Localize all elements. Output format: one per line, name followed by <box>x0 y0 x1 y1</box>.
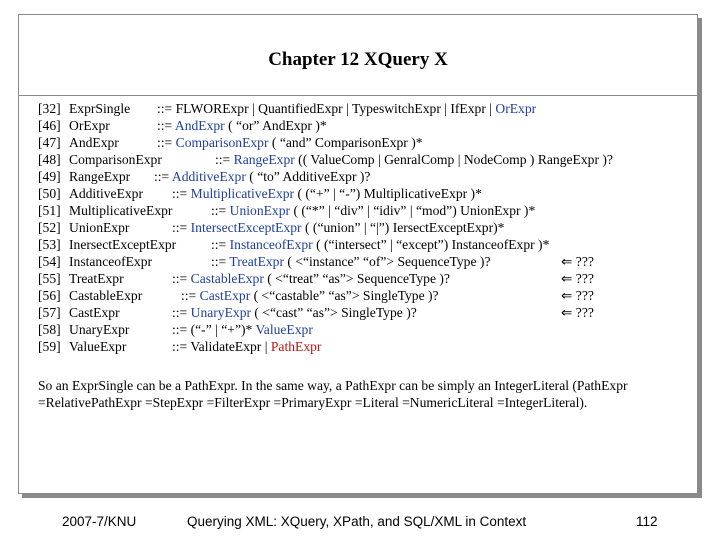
title-panel <box>18 14 698 96</box>
rule-definition <box>172 270 450 287</box>
rule-reference: UnionExpr <box>229 203 291 218</box>
question-arrow-note: ⇐ ??? <box>561 305 594 320</box>
rule-operator: ::= <box>172 339 191 354</box>
rule-number: [54] <box>38 254 61 269</box>
rule-definition <box>172 219 504 236</box>
rule-number: [47] <box>38 135 61 150</box>
rule-text: FLWORExpr | QuantifiedExpr | TypeswitchExpr | IfExpr | <box>175 101 496 116</box>
summary-paragraph: So an ExprSingle can be a PathExpr. In the same way, a PathExpr can be simply an IntegerLiteral (PathExpr =RelativePathExpr =StepExpr =FilterExpr =PrimaryExpr =Literal =NumericLiteral =IntegerLiteral). <box>38 378 628 410</box>
rule-operator: ::= <box>211 203 230 218</box>
rule-number: [55] <box>38 271 61 286</box>
rule-reference: AndExpr <box>174 118 225 133</box>
rule-name: InersectExceptExpr <box>69 237 177 252</box>
rule-name: ComparisonExpr <box>69 152 162 167</box>
rule-number: [52] <box>38 220 61 235</box>
rule-reference: TreatExpr <box>229 254 284 269</box>
rule-reference: InstanceofExpr <box>229 237 313 252</box>
grammar-rule-row <box>19 117 699 134</box>
grammar-rule-row <box>19 338 699 355</box>
grammar-panel <box>18 95 698 494</box>
grammar-rule-row <box>19 168 699 185</box>
grammar-rule-row <box>19 219 699 236</box>
rule-text: ( (“intersect” | “except”) InstanceofExpr )* <box>312 237 550 252</box>
rule-definition <box>172 338 321 355</box>
rule-reference: OrExpr <box>495 101 537 116</box>
rule-number: [48] <box>38 152 61 167</box>
rule-reference: CastableExpr <box>190 271 264 286</box>
rule-number: [53] <box>38 237 61 252</box>
rule-reference: PathExpr <box>270 339 322 354</box>
rule-reference: ValueExpr <box>255 322 313 337</box>
rule-reference: MultiplicativeExpr <box>190 186 295 201</box>
rule-name: CastableExpr <box>69 288 143 303</box>
rule-name: UnaryExpr <box>69 322 130 337</box>
rule-number: [46] <box>38 118 61 133</box>
rule-definition <box>215 151 613 168</box>
question-arrow-note: ⇐ ??? <box>561 288 594 303</box>
rule-text: ValidateExpr | <box>190 339 271 354</box>
grammar-rule-row <box>19 202 699 219</box>
rule-text: ( “or” AndExpr )* <box>224 118 327 133</box>
rule-text: ( <“castable” “as”> SingleType )? <box>250 288 439 303</box>
footer-date: 2007-7/KNU <box>62 514 137 529</box>
rule-reference: IntersectExceptExpr <box>190 220 302 235</box>
grammar-rule-row <box>19 287 699 304</box>
rule-reference: UnaryExpr <box>190 305 252 320</box>
rule-definition <box>172 321 313 338</box>
rule-text: ( <“treat” “as”> SequenceType )? <box>263 271 450 286</box>
grammar-rule-row <box>19 236 699 253</box>
rule-operator: ::= <box>211 254 230 269</box>
rule-name: InstanceofExpr <box>69 254 153 269</box>
rule-number: [56] <box>38 288 61 303</box>
rule-number: [32] <box>38 101 61 116</box>
rule-text: ( (“*” | “div” | “idiv” | “mod”) UnionExpr )* <box>290 203 536 218</box>
rule-name: TreatExpr <box>69 271 124 286</box>
rule-definition <box>211 253 490 270</box>
rule-operator: ::= <box>154 169 172 184</box>
rule-text: (“-” | “+”)* <box>190 322 256 337</box>
rule-name: ValueExpr <box>69 339 127 354</box>
grammar-rule-row <box>19 253 699 270</box>
grammar-rule-row <box>19 270 699 287</box>
footer-page-number: 112 <box>636 514 658 529</box>
grammar-rule-row <box>19 100 699 117</box>
rule-text: ( (“union” | “|”) IersectExceptExpr)* <box>301 220 505 235</box>
rule-operator: ::= <box>172 305 191 320</box>
rule-name: AdditiveExpr <box>69 186 143 201</box>
grammar-rule-row <box>19 134 699 151</box>
question-arrow-note: ⇐ ??? <box>561 271 594 286</box>
rule-definition <box>157 100 536 117</box>
rule-name: MultiplicativeExpr <box>69 203 173 218</box>
rule-definition <box>211 236 549 253</box>
footer-title: Querying XML: XQuery, XPath, and SQL/XML in Context <box>187 514 527 529</box>
rule-definition <box>181 287 439 304</box>
rule-number: [49] <box>38 169 61 184</box>
rule-text: ( <“instance” “of”> SequenceType )? <box>284 254 491 269</box>
question-arrow-note: ⇐ ??? <box>561 254 594 269</box>
grammar-rule-row <box>19 185 699 202</box>
rule-definition <box>157 117 327 134</box>
rule-reference: RangeExpr <box>233 152 295 167</box>
rule-number: [50] <box>38 186 61 201</box>
rule-definition <box>172 185 482 202</box>
rule-name: OrExpr <box>69 118 110 133</box>
rule-name: CastExpr <box>69 305 120 320</box>
grammar-rule-row <box>19 151 699 168</box>
rule-operator: ::= <box>211 237 230 252</box>
rule-text: ( <“cast” “as”> SingleType )? <box>251 305 417 320</box>
rule-text: (( ValueComp | GenralComp | NodeComp ) RangeExpr )? <box>294 152 613 167</box>
rule-reference: ComparisonExpr <box>175 135 269 150</box>
rule-reference: AdditiveExpr <box>171 169 246 184</box>
grammar-rule-row <box>19 321 699 338</box>
rule-operator: ::= <box>172 322 191 337</box>
slide-title: Chapter 12 XQuery X <box>268 49 448 70</box>
rule-text: ( “and” ComparisonExpr )* <box>268 135 423 150</box>
rule-operator: ::= <box>172 220 191 235</box>
rule-operator: ::= <box>172 271 191 286</box>
rule-number: [51] <box>38 203 61 218</box>
rule-name: AndExpr <box>69 135 119 150</box>
rule-definition <box>211 202 535 219</box>
rule-operator: ::= <box>215 152 234 167</box>
rule-definition <box>154 168 370 185</box>
rule-name: UnionExpr <box>69 220 130 235</box>
rule-name: ExprSingle <box>69 101 131 116</box>
rule-text: ( “to” AdditiveExpr )? <box>245 169 371 184</box>
rule-operator: ::= <box>157 118 175 133</box>
rule-number: [59] <box>38 339 61 354</box>
rule-definition <box>172 304 417 321</box>
rule-number: [58] <box>38 322 61 337</box>
rule-operator: ::= <box>157 101 176 116</box>
rule-definition <box>157 134 423 151</box>
rule-text: ( (“+” | “-”) MultiplicativeExpr )* <box>294 186 482 201</box>
rule-name: RangeExpr <box>69 169 131 184</box>
rule-reference: CastExpr <box>199 288 251 303</box>
rule-operator: ::= <box>172 186 191 201</box>
rule-number: [57] <box>38 305 61 320</box>
rule-operator: ::= <box>181 288 200 303</box>
rule-operator: ::= <box>157 135 176 150</box>
grammar-rule-row <box>19 304 699 321</box>
